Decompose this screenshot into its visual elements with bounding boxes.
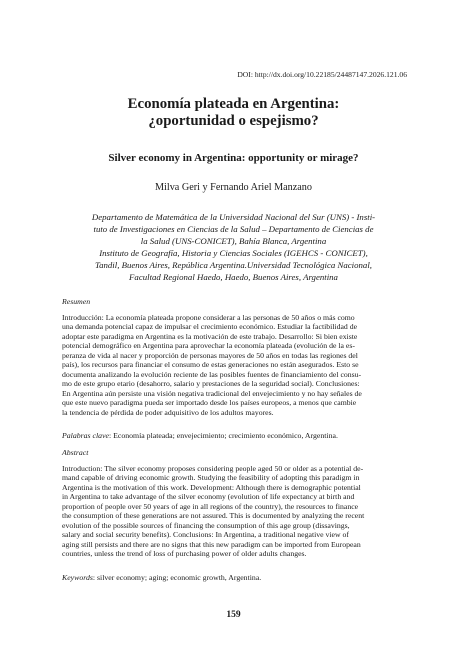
resumen-heading: Resumen <box>62 297 91 306</box>
affiliation-line: tuto de Investigaciones en Ciencias de la Salud – Departamento de Ciencias de <box>93 224 374 234</box>
abstract-line: proportion of people over 50 years of age in all regions of the country), the resources to finance <box>62 501 359 511</box>
authors: Milva Geri y Fernando Ariel Manzano <box>154 182 312 193</box>
title-english: Silver economy in Argentina: opportunity or mirage? <box>108 152 359 164</box>
affiliation-line: Departamento de Matemática de la Universidad Nacional del Sur (UNS) - Insti- <box>91 212 376 222</box>
title-spanish-line-1: Economía plateada en Argentina: <box>127 96 340 112</box>
resumen-line: país), los recursos para financiar el consumo de estas generaciones no están asegurados. Esto se <box>62 360 359 370</box>
resumen-line: adoptar este paradigma en Argentina es la motivación de este trabajo. Desarrollo: Si bien existe <box>62 331 358 341</box>
affiliation-line: Facultad Regional Haedo, Haedo, Buenos Aires, Argentina <box>129 272 338 282</box>
palabras-clave <box>62 431 405 440</box>
abstract-line: countries, unless the trend of loss of purchasing power of older adults changes. <box>62 549 307 559</box>
abstract-line: aging still persists and there are no signs that this new paradigm can be imported from European <box>62 539 361 549</box>
resumen-line: mo de este grupo etario (desahorro, salario y prestaciones de la seguridad social). Conclusiones: <box>62 379 360 389</box>
keywords-label: Keywords <box>62 573 93 582</box>
resumen-line: potencial demográfico en Argentina para aprovechar la economía plateada (evolución de la es- <box>62 341 355 351</box>
palabras-clave-label: Palabras clave <box>62 431 109 440</box>
abstract-line: the consumption of these generations are not assured. This is documented by analyzing the recent <box>62 511 365 521</box>
affiliation-line: Instituto de Geografía, Historia y Ciencias Sociales (IGEHCS - CONICET), <box>99 248 368 258</box>
abstract-line: in Argentina to take advantage of the silver economy (evolution of life expectancy at birth and <box>62 492 355 502</box>
resumen-line: peranza de vida al nacer y proporción de personas mayores de 50 años en todas las regiones del <box>62 350 358 360</box>
title-spanish <box>0 96 467 129</box>
doi-line: DOI: http://dx.doi.org/10.22185/24487147.2026.121.06 <box>237 70 407 79</box>
resumen-line: Introducción: La economía plateada propone considerar a las personas de 50 años o más como <box>62 313 355 322</box>
keywords-text: : silver economy; aging; economic growth, Argentina. <box>92 573 262 582</box>
abstract-line: evolution of the possible sources of financing the consumption of this age group (dissavings, <box>62 520 350 530</box>
abstract-heading: Abstract <box>62 448 89 457</box>
resumen-line: una demanda potencial capaz de impulsar el crecimiento económico. Estudiar la factibilidad de <box>62 322 358 332</box>
page-number: 159 <box>226 610 241 620</box>
abstract-line: Argentina is the motivation of this work. Development: Although there is demographic potential <box>62 482 361 492</box>
resumen-line: la tendencia de pérdida de poder adquisitivo de los adultos mayores. <box>62 407 274 417</box>
title-spanish-line-2: ¿oportunidad o espejismo? <box>148 112 319 129</box>
palabras-clave-text: : Economía plateada; envejecimiento; crecimiento económico, Argentina. <box>109 431 338 440</box>
abstract-body <box>62 464 405 559</box>
affiliations <box>62 211 405 283</box>
resumen-body <box>62 313 405 417</box>
resumen-line: que este nuevo paradigma pueda ser importado desde los países europeos, a menos que cambie <box>62 398 357 408</box>
resumen-line: documenta analizando la evolución reciente de las posibles fuentes de financiamiento del consu- <box>62 369 362 379</box>
keywords <box>62 573 405 582</box>
abstract-line: salary and social security benefits). Conclusions: In Argentina, a traditional negative view of <box>62 530 349 540</box>
resumen-line: En Argentina aún persiste una visión negativa tradicional del envejecimiento y no hay señales de <box>62 388 362 398</box>
affiliation-line: Tandil, Buenos Aires, República Argentina.Universidad Tecnológica Nacional, <box>95 260 372 270</box>
affiliation-line: la Salud (UNS-CONICET), Bahía Blanca, Argentina <box>140 236 327 246</box>
abstract-line: Introduction: The silver economy proposes considering people aged 50 or older as a potential de- <box>62 464 364 473</box>
abstract-line: mand capable of driving economic growth. Studying the feasibility of adopting this paradigm in <box>62 473 360 483</box>
